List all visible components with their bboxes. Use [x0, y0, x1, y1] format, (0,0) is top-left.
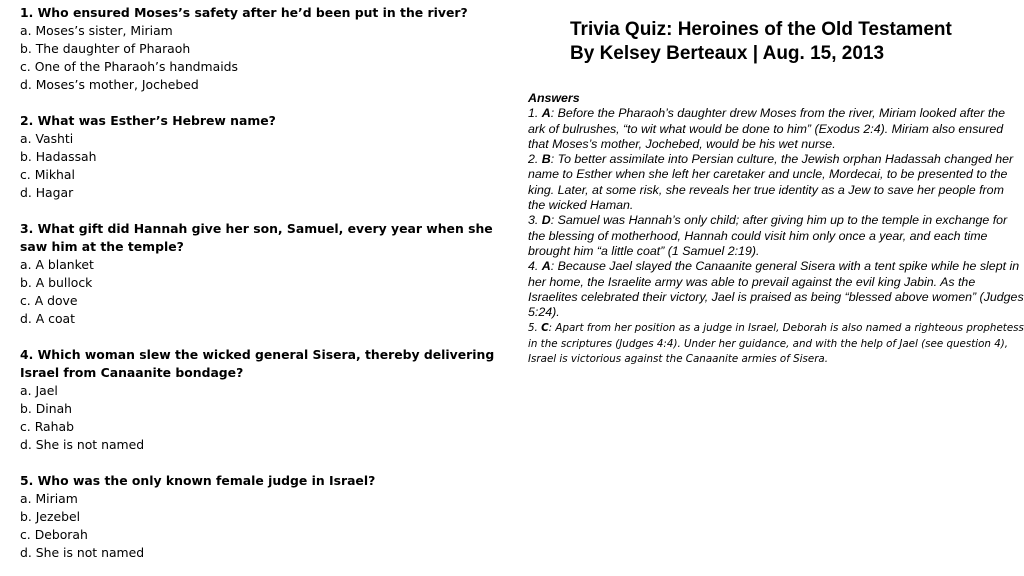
question-text: 1. Who ensured Moses’s safety after he’d been put in the river?	[20, 5, 468, 20]
answer-item-1	[528, 106, 1024, 152]
answer-explanation: : Apart from her position as a judge in Israel, Deborah is also named a righteous prophetess in the scriptures (Judges 4:4). Under her guidance, and with the help of Jael (see question 4), Israel is victorious against the Canaanite armies of Sisera.	[528, 322, 1024, 366]
answer-letter: A	[541, 259, 551, 274]
answer-option: c. A dove	[20, 293, 78, 308]
question-4	[20, 346, 515, 454]
answer-number: 5.	[528, 322, 538, 335]
answer-explanation: : To better assimilate into Persian culture, the Jewish orphan Hadassah changed her name to Esther when she left her caretaker and uncle, Mordecai, to be presented to the king. Later, at some risk, she reveals her true identity as a Jew to save her people from the wicked Haman.	[528, 152, 1014, 213]
answer-option: b. Dinah	[20, 401, 73, 416]
answer-option: a. A blanket	[20, 257, 94, 272]
answer-item-3	[528, 213, 1024, 259]
answer-number: 4.	[528, 259, 539, 274]
answer-option: d. She is not named	[20, 437, 145, 452]
answer-item-2	[528, 152, 1024, 213]
answer-option: a. Moses’s sister, Miriam	[20, 23, 173, 38]
answers-heading: Answers	[528, 91, 580, 105]
answer-explanation: : Samuel was Hannah’s only child; after giving him up to the temple in exchange for the blessing of motherhood, Hannah could visit him only once a year, and each time brought him “a little coat” (1 Samuel 2:19).	[528, 213, 1008, 258]
question-1	[20, 4, 515, 94]
answers-section	[528, 91, 1024, 368]
byline: By Kelsey Berteaux | Aug. 15, 2013	[570, 43, 885, 64]
answer-option: c. Mikhal	[20, 167, 75, 182]
page-title	[570, 18, 1010, 66]
answer-option: b. A bullock	[20, 275, 93, 290]
answer-option: c. Rahab	[20, 419, 74, 434]
answer-item-4	[528, 259, 1024, 320]
answer-option: a. Jael	[20, 383, 58, 398]
question-2	[20, 112, 515, 202]
answer-letter: D	[541, 213, 551, 228]
answer-option: b. The daughter of Pharaoh	[20, 41, 191, 56]
answer-option: a. Vashti	[20, 131, 74, 146]
answer-explanation: : Before the Pharaoh’s daughter drew Moses from the river, Miriam looked after the ark of bulrushes, “to wit what would be done to him” (Exodus 2:4). Miriam also ensured that Moses’s mother, Jochebed, would be his wet nurse.	[528, 106, 1006, 151]
question-3	[20, 220, 515, 328]
title-line: Trivia Quiz: Heroines of the Old Testament	[570, 19, 952, 40]
answer-number: 2.	[528, 152, 539, 167]
answer-option: c. One of the Pharaoh’s handmaids	[20, 59, 238, 74]
answer-option: d. Hagar	[20, 185, 74, 200]
answer-letter: A	[541, 106, 551, 121]
answer-explanation: : Because Jael slayed the Canaanite general Sisera with a tent spike while he slept in her home, the Israelite army was able to prevail against the evil king Jabin. As the Israelites celebrated their victory, Jael is praised as being “blessed above women” (Judges 5:24).	[528, 259, 1024, 320]
answer-number: 1.	[528, 106, 539, 121]
question-text: 5. Who was the only known female judge in Israel?	[20, 473, 376, 488]
question-text: 4. Which woman slew the wicked general Sisera, thereby delivering Israel from Canaanite bondage?	[20, 347, 495, 380]
answer-number: 3.	[528, 213, 539, 228]
answer-option: d. A coat	[20, 311, 76, 326]
answer-option: b. Jezebel	[20, 509, 81, 524]
answer-option: c. Deborah	[20, 527, 88, 542]
question-text: 3. What gift did Hannah give her son, Samuel, every year when she saw him at the temple?	[20, 221, 493, 254]
question-5	[20, 472, 515, 562]
answer-letter: C	[541, 322, 549, 335]
answer-option: b. Hadassah	[20, 149, 97, 164]
questions-column	[20, 4, 515, 562]
question-text: 2. What was Esther’s Hebrew name?	[20, 113, 276, 128]
answer-item-5	[528, 321, 1024, 368]
answer-option: d. She is not named	[20, 545, 145, 560]
answer-letter: B	[541, 152, 551, 167]
answer-option: a. Miriam	[20, 491, 78, 506]
answer-option: d. Moses’s mother, Jochebed	[20, 77, 199, 92]
